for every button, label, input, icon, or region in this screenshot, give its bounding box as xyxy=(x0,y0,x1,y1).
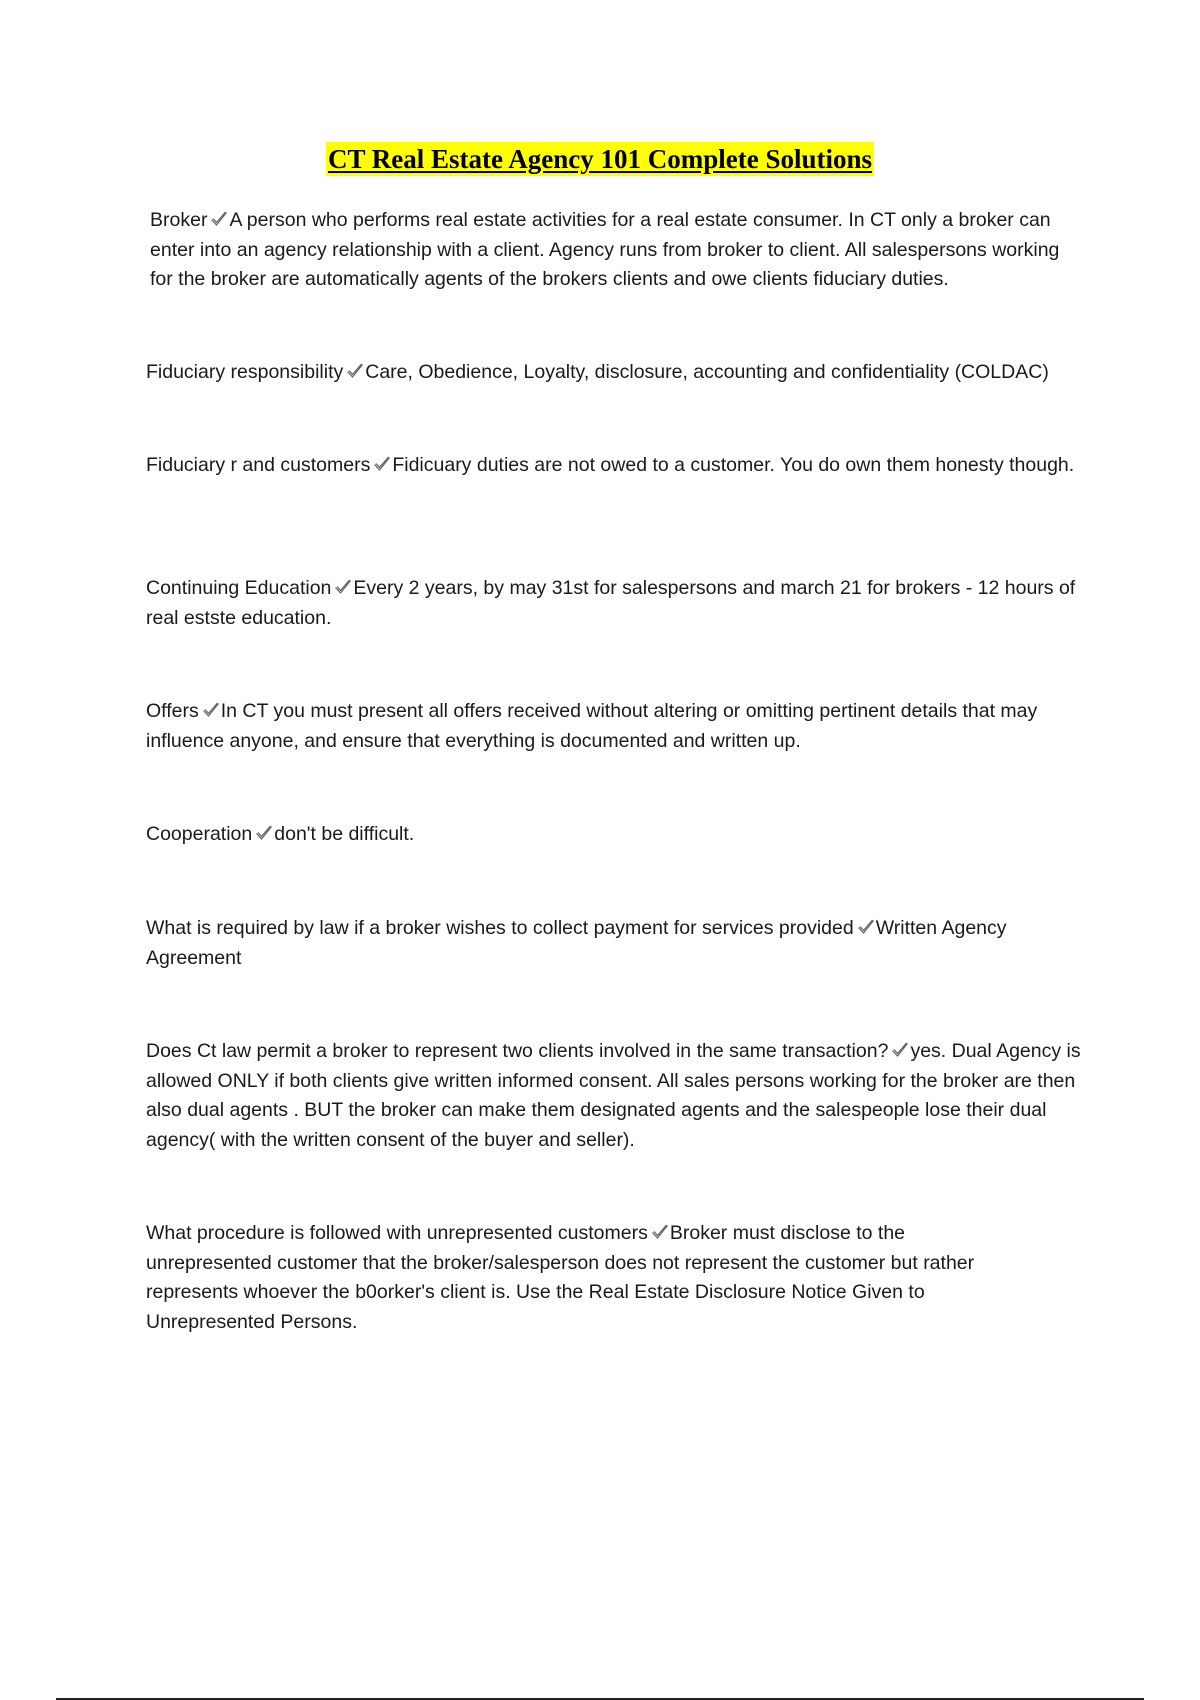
entry-term: Cooperation xyxy=(146,823,253,845)
title-container xyxy=(0,142,1200,176)
check-icon xyxy=(891,1042,909,1058)
entry-term: Fiduciary responsibility xyxy=(146,361,344,383)
entry-definition: Written Agency Agreement xyxy=(146,917,1007,969)
entry-definition: A person who performs real estate activities for a real estate consumer. In CT only a broker can enter into an agency relationship with a client. Agency runs from broker to client. All salespersons working for the broker are automatically agents of the brokers clients and owe clients fiduciary duties. xyxy=(150,209,1060,290)
entry-term: Broker xyxy=(150,209,208,231)
check-icon xyxy=(373,456,391,472)
entry-definition: Care, Obedience, Loyalty, disclosure, accounting and confidentiality (COLDAC) xyxy=(365,361,1049,383)
document-title: CT Real Estate Agency 101 Complete Solutions xyxy=(328,144,872,174)
entry-continuing-education xyxy=(146,574,1096,633)
entry-definition: don't be difficult. xyxy=(274,823,415,845)
check-icon xyxy=(651,1224,669,1240)
entry-unrepresented-customers xyxy=(146,1219,1026,1337)
check-icon xyxy=(334,579,352,595)
entry-fiduciary-customers xyxy=(146,451,1076,481)
entry-broker xyxy=(150,206,1080,295)
check-icon xyxy=(255,825,273,841)
entry-term: Does Ct law permit a broker to represent two clients involved in the same transaction? xyxy=(146,1040,889,1062)
entry-term: Offers xyxy=(146,700,199,722)
entry-fiduciary-responsibility xyxy=(146,358,1096,388)
entry-definition: In CT you must present all offers received without altering or omitting pertinent details that may influence anyone, and ensure that everything is documented and written up. xyxy=(146,700,1038,752)
check-icon xyxy=(202,702,220,718)
check-icon xyxy=(857,919,875,935)
entry-definition: Broker must disclose to the unrepresented customer that the broker/salesperson does not represent the customer but rather represents whoever the b0orker's client is. Use the Real Estate Disclosure Notice Given to Unrepresented Persons. xyxy=(146,1222,975,1333)
entry-definition: Every 2 years, by may 31st for salespersons and march 21 for brokers - 12 hours of real estste education. xyxy=(146,577,1076,629)
check-icon xyxy=(210,211,228,227)
entry-dual-agency xyxy=(146,1037,1096,1155)
entry-required-by-law xyxy=(146,914,1076,973)
entry-term: What is required by law if a broker wishes to collect payment for services provided xyxy=(146,917,854,939)
entry-term: What procedure is followed with unrepresented customers xyxy=(146,1222,648,1244)
entry-definition: Fidicuary duties are not owed to a customer. You do own them honesty though. xyxy=(392,454,1075,476)
entry-term: Fiduciary r and customers xyxy=(146,454,371,476)
entry-term: Continuing Education xyxy=(146,577,332,599)
check-icon xyxy=(346,363,364,379)
entry-cooperation xyxy=(146,820,1076,850)
entry-definition: yes. Dual Agency is allowed ONLY if both clients give written informed consent. All sales persons working for the broker are then also dual agents . BUT the broker can make them designated agents and the salespeople lose their dual agency( with the written consent of the buyer and seller). xyxy=(146,1040,1081,1151)
entry-offers xyxy=(146,697,1076,756)
